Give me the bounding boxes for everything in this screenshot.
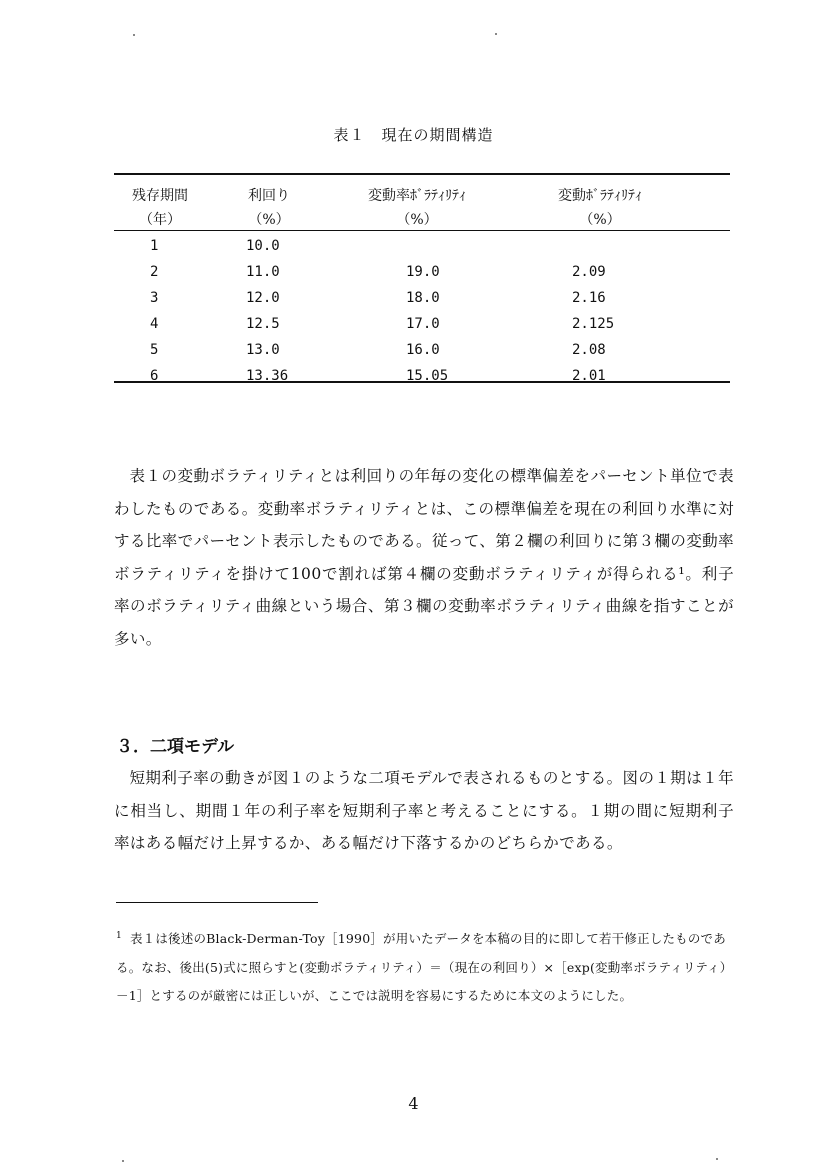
table-cell: 11.0 [246,264,280,280]
scan-speck [133,34,135,36]
table-cell: 2.16 [572,290,606,306]
table-column-relative-volatility [406,233,448,389]
table-cell: 2.01 [572,368,606,384]
table-top-rule [114,173,730,175]
body-paragraph: 短期利子率の動きが図１のような二項モデルで表されるものとする。図の１期は１年に相当し、期間１年の利子率を短期利子率と考えることにする。１期の間に短期利子率はある幅だけ上昇するか、ある幅だけ下落するかのどちらかである。 [114,769,734,852]
table-cell: 5 [150,342,159,358]
header-yield [232,184,306,232]
header-line: 変動率ﾎﾞﾗﾃｨﾘﾃｨ [368,188,466,204]
header-unit: （%） [579,212,621,228]
page-number: 4 [408,1094,419,1113]
table-cell: 15.05 [406,368,449,384]
table-cell: 10.0 [246,238,280,254]
table-cell: 2.09 [572,264,606,280]
scan-speck [495,33,497,35]
scan-speck [122,1160,124,1162]
header-absolute-volatility [542,184,658,232]
scan-speck [716,1158,718,1160]
header-unit: （年） [139,212,181,228]
table-header-rule [114,230,730,231]
table-cell: 12.0 [246,290,280,306]
header-relative-volatility [352,184,482,232]
table-cell: 18.0 [406,290,440,306]
table-cell: 4 [150,316,159,332]
table-cell: 2 [150,264,159,280]
table-cell: 3 [150,290,159,306]
table-cell: 13.36 [246,368,289,384]
body-paragraph: 表１の変動ボラティリティとは利回りの年毎の変化の標準偏差をパーセント単位で表わしたものである。変動率ボラティリティとは、この標準偏差を現在の利回り水準に対する比率でパーセント表示したものである。従って、第２欄の利回りに第３欄の変動率ボラティリティを掛けて100で割れば第４欄の変動ボラティリティが得られる¹。利子率のボラティリティ曲線という場合、第３欄の変動率ボラティリティ曲線を指すことが多い。 [114,467,734,648]
table-cell: 1 [150,238,159,254]
section-heading: ３．二項モデル [116,737,235,757]
header-line: 残存期間 [132,188,188,204]
header-unit: （%） [248,212,290,228]
header-line: 利回り [248,188,290,204]
table-cell: 13.0 [246,342,280,358]
table-cell [572,233,614,259]
footnote-text: 表１は後述のBlack-Derman-Toy［1990］が用いたデータを本稿の目的に即して若干修正したものである。なお、後出(5)式に照らすと(変動ボラティリティ）＝（現在の利回り）×［exp(変動率ボラティリティ）－1］とするのが厳密には正しいが、ここでは説明を容易にするために本文のようにした。 [116,931,727,1004]
table-column-term [150,233,158,389]
table-cell: 12.5 [246,316,280,332]
footnote [116,922,728,1011]
table-cell: 2.08 [572,342,606,358]
footnote-marker: 1 [116,931,122,941]
table-cell: 16.0 [406,342,440,358]
table-column-yield [246,233,288,389]
header-unit: （%） [396,212,438,228]
table-cell: 17.0 [406,316,440,332]
header-line: 変動ﾎﾞﾗﾃｨﾘﾃｨ [558,188,642,204]
table-cell [406,233,448,259]
footnote-rule [116,902,318,903]
table-cell: 2.125 [572,316,615,332]
table-cell: 19.0 [406,264,440,280]
header-remaining-term [118,184,202,232]
table-cell: 6 [150,368,159,384]
table-bottom-rule [114,381,730,383]
table-column-absolute-volatility [572,233,614,389]
table-caption: 表１ 現在の期間構造 [333,126,494,144]
